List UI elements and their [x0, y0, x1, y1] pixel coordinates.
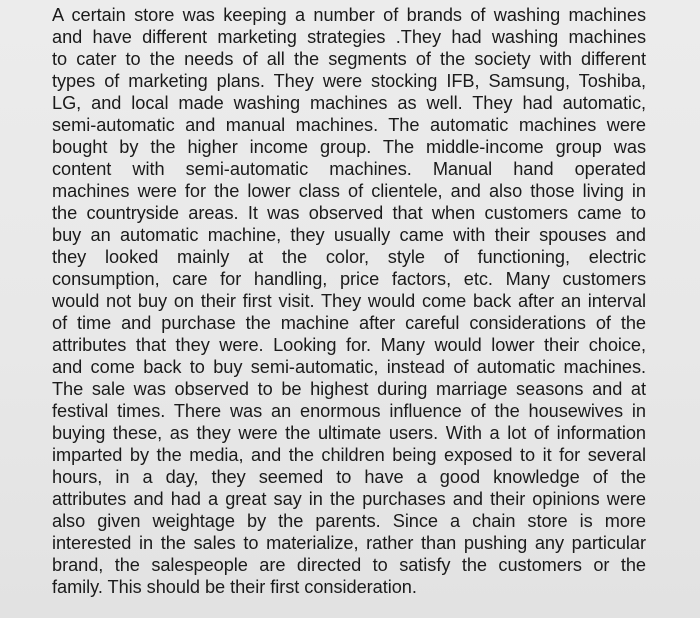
text-line: content with semi-automatic machines. Manual hand operated	[52, 159, 646, 179]
text-line: LG, and local made washing machines as well. They had automatic,	[52, 93, 646, 113]
text-line: festival times. There was an enormous influence of the housewives in	[52, 401, 646, 421]
text-line: would not buy on their first visit. They would come back after an interval	[52, 291, 646, 311]
text-line: imparted by the media, and the children being exposed to it for several	[52, 445, 646, 465]
text-line: bought by the higher income group. The middle-income group was	[52, 137, 646, 157]
case-study-passage	[52, 4, 646, 598]
text-line: The sale was observed to be highest during marriage seasons and at	[52, 379, 646, 399]
text-line: to cater to the needs of all the segments of the society with different	[52, 49, 646, 69]
text-line: also given weightage by the parents. Since a chain store is more	[52, 511, 646, 531]
text-line: buying these, as they were the ultimate users. With a lot of information	[52, 423, 646, 443]
text-line: and have different marketing strategies .They had washing machines	[52, 27, 646, 47]
text-line: consumption, care for handling, price factors, etc. Many customers	[52, 269, 646, 289]
text-line: machines were for the lower class of clientele, and also those living in	[52, 181, 646, 201]
text-line: interested in the sales to materialize, rather than pushing any particular	[52, 533, 646, 553]
text-line: they looked mainly at the color, style of functioning, electric	[52, 247, 646, 267]
text-line: A certain store was keeping a number of brands of washing machines	[52, 5, 646, 25]
text-line: of time and purchase the machine after careful considerations of the	[52, 313, 646, 333]
text-line: types of marketing plans. They were stocking IFB, Samsung, Toshiba,	[52, 71, 646, 91]
text-line: the countryside areas. It was observed that when customers came to	[52, 203, 646, 223]
text-line-final: family. This should be their first consideration.	[52, 577, 417, 597]
text-line: attributes that they were. Looking for. Many would lower their choice,	[52, 335, 646, 355]
text-line: buy an automatic machine, they usually came with their spouses and	[52, 225, 646, 245]
text-line: brand, the salespeople are directed to satisfy the customers or the	[52, 555, 646, 575]
text-line: attributes and had a great say in the purchases and their opinions were	[52, 489, 646, 509]
text-line: hours, in a day, they seemed to have a good knowledge of the	[52, 467, 646, 487]
text-line: semi-automatic and manual machines. The automatic machines were	[52, 115, 646, 135]
text-line: and come back to buy semi-automatic, instead of automatic machines.	[52, 357, 646, 377]
